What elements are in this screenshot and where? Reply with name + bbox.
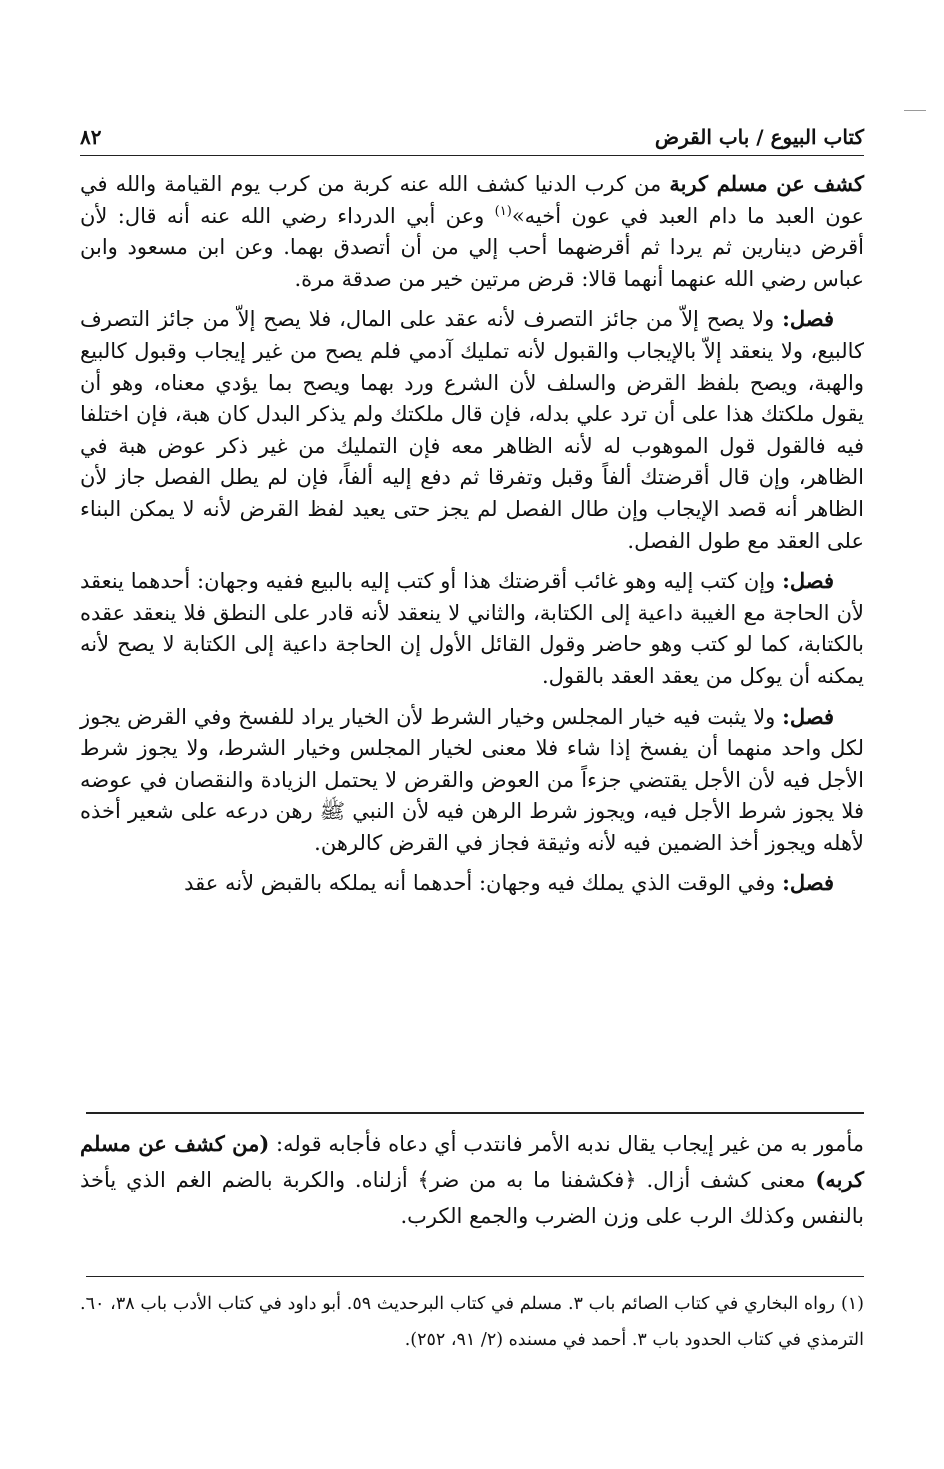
- page-header: [80, 112, 864, 156]
- commentary-text-b: معنى كشف أزال. ﴿فكشفنا ما به من ضر﴾ أزلناه. والكربة بالضم الغم الذي يأخذ بالنفس وكذلك الرب على وزن الضرب والجمع الكرب.: [80, 1168, 864, 1228]
- commentary-divider: [86, 1112, 864, 1114]
- footnote-1-text: رواه البخاري في كتاب الصائم باب ٣. مسلم في كتاب البرحديث ٥٩. أبو داود في كتاب الأدب باب ٣٨، ٦٠. الترمذي في كتاب الحدود باب ٣. أحمد في مسنده (٢/ ٩١، ٢٥٢).: [80, 1294, 864, 1350]
- page-number: ٨٢: [80, 125, 102, 149]
- paragraph-2-text: ولا يصح إلاّ من جائز التصرف لأنه عقد على المال، فلا يصح إلاّ من جائز التصرف كالبيع، ولا ينعقد إلاّ بالإيجاب والقبول لأنه تمليك آدمي فلم يصح من غير إيجاب وقبول كالبيع والهبة، ويصح بلفظ القرض والسلف لأن الشرع ورد بهما ويصح بما يؤدي معناه، وهو أن يقول ملكتك هذا على أن ترد علي بدله، فإن قال ملكتك ولم يذكر البدل كان هبة، فإن اختلفا فيه فالقول قول الموهوب له لأنه الظاهر معه فإن التمليك من غير ذكر عوض هبة في الظاهر، وإن قال أقرضتك ألفاً وقبل وتفرقا ثم دفع إليه ألفاً، فإن لم يطل الفصل جاز لأن الظاهر أنه قصد الإيجاب وإن طال الفصل لم يجز حتى يعيد لفظ القرض لأنه لا يمكن البناء على العقد مع طول الفصل.: [80, 307, 864, 553]
- paragraph-2: [80, 303, 864, 557]
- paragraph-4-text: ولا يثبت فيه خيار المجلس وخيار الشرط لأن الخيار يراد للفسخ وفي القرض يجوز لكل واحد منهما أن يفسخ إذا شاء فلا معنى لخيار المجلس وخيار الشرط، ولا يجوز شرط الأجل فيه لأن الأجل يقتضي جزءاً من العوض والقرض لا يحتمل الزيادة والنقصان في عوضه فلا يجوز شرط الأجل فيه، ويجوز شرط الرهن فيه لأن النبي ﷺ رهن درعه على شعير أخذه لأهله ويجوز أخذ الضمين فيه لأنه وثيقة فجاز في القرض كالرهن.: [80, 704, 864, 855]
- paragraph-5: [80, 867, 864, 900]
- commentary-text-a: مأمور به من غير إيجاب يقال ندبه الأمر فانتدب أي دعاه فأجابه قوله:: [269, 1132, 865, 1156]
- footnotes: [80, 1286, 864, 1358]
- scan-corner-mark: [904, 110, 926, 111]
- section-lead-4: فصل:: [782, 703, 834, 729]
- commentary-paragraph: [80, 1126, 864, 1234]
- main-text: [80, 168, 864, 908]
- section-lead-2: فصل:: [782, 306, 834, 332]
- footnote-1-number: (١): [840, 1294, 864, 1314]
- paragraph-5-text: وفي الوقت الذي يملك فيه وجهان: أحدهما أنه يملكه بالقبض لأنه عقد: [184, 871, 783, 896]
- footnote-ref-1[interactable]: (١): [494, 203, 512, 219]
- section-lead-5: فصل:: [782, 870, 834, 896]
- paragraph-1: [80, 168, 864, 295]
- hadith-lead: كشف عن مسلم كربة: [669, 171, 864, 196]
- footnote-1: [80, 1286, 864, 1358]
- paragraph-1-text-a: من كرب الدنيا كشف الله عنه كربة من كرب يوم القيامة والله في عون العبد ما دام العبد في عون أخيه»: [80, 172, 864, 228]
- paragraph-1-text-b: وعن أبي الدرداء رضي الله عنه أنه قال: لأن أقرض دينارين ثم يردا ثم أقرضهما أحب إلي من أن أتصدق بهما. وعن ابن مسعود وابن عباس رضي الله عنهما أنهما قالا: قرض مرتين خير من صدقة مرة.: [80, 203, 864, 291]
- paragraph-3: [80, 565, 864, 692]
- section-lead-3: فصل:: [782, 568, 834, 594]
- commentary: [80, 1126, 864, 1234]
- paragraph-3-text: وإن كتب إليه وهو غائب أقرضتك هذا أو كتب إليه بالبيع ففيه وجهان: أحدهما ينعقد لأن الحاجة مع الغيبة داعية إلى الكتابة، والثاني لا ينعقد لأنه قادر على النطق فلا ينعقد عقده بالكتابة، كما لو كتب وهو حاضر وقول القائل الأول إن الحاجة داعية إلى الكتابة لا يصح لأنه يمكنه أن يوكل من يعقد العقد بالقول.: [80, 569, 864, 688]
- footnote-divider: [86, 1276, 864, 1277]
- paragraph-4: [80, 701, 864, 860]
- commentary-quoted-phrase: (من كشف عن مسلم كربه): [80, 1131, 864, 1192]
- running-title: كتاب البيوع / باب القرض: [654, 125, 864, 149]
